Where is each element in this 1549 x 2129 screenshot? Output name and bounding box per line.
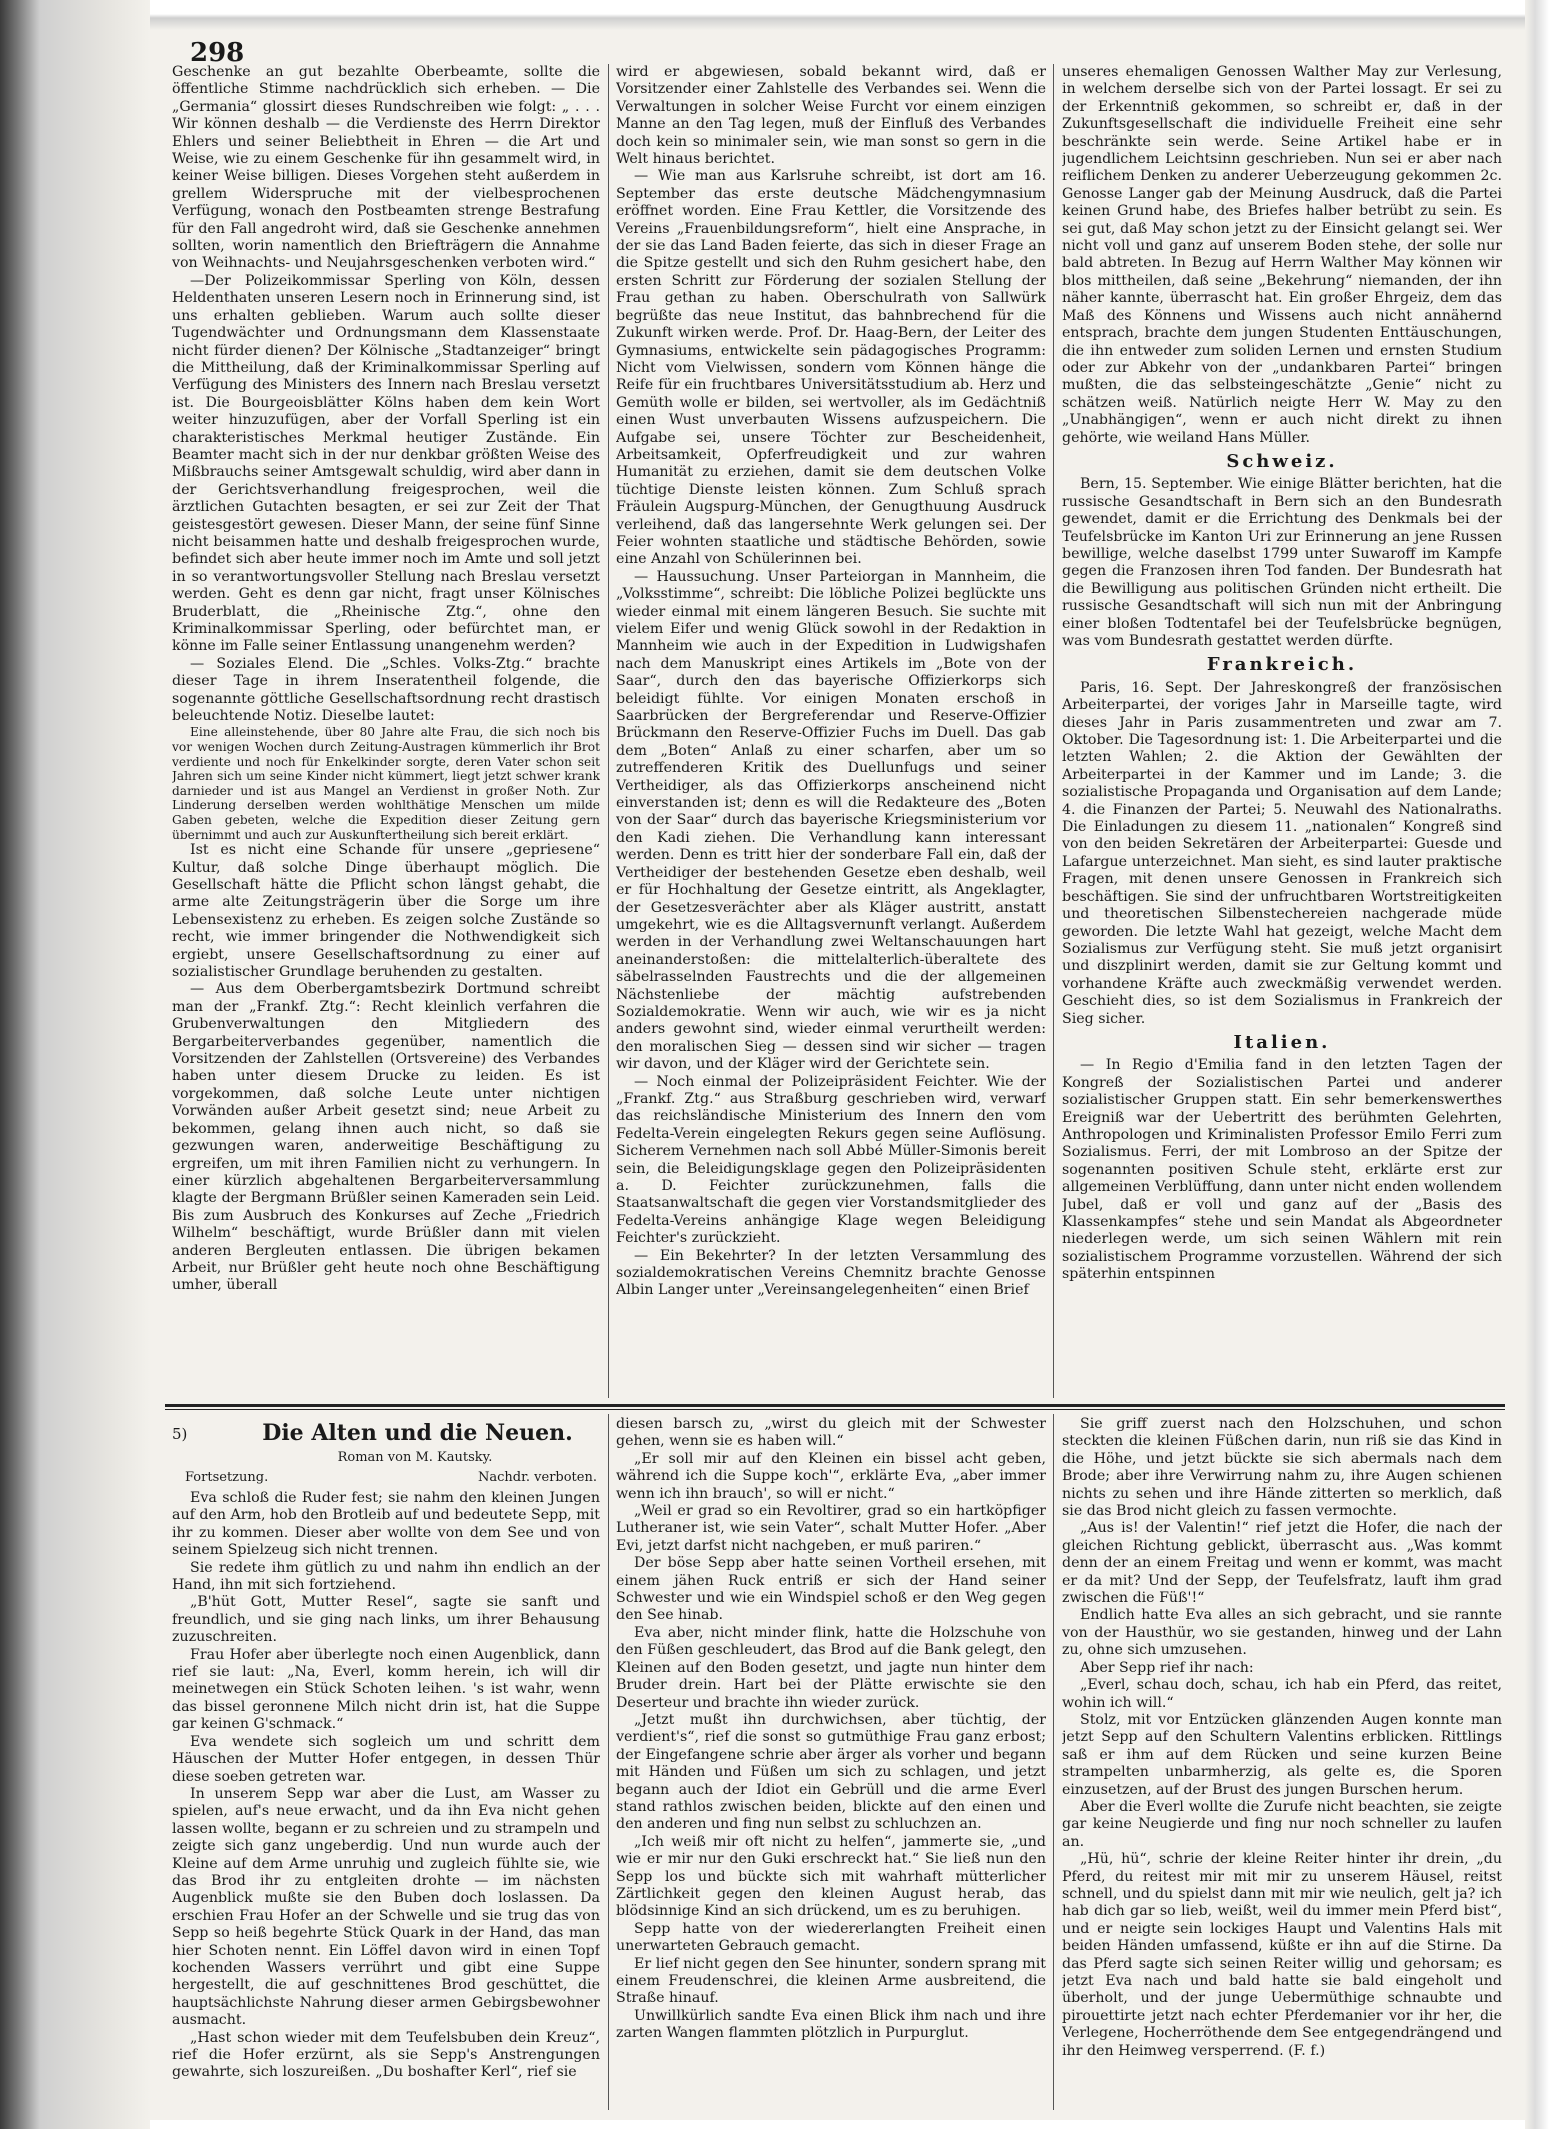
feuilleton-nachdruck: Nachdr. verboten. [478, 1470, 597, 1485]
feuilleton-title: Die Alten und die Neuen. [262, 1420, 573, 1446]
article-paragraph: wird er abgewiesen, sobald bekannt wird, daß er Vorsitzender einer Zahlstelle des Verbandes sei. Wenn die Verwaltungen in solcher Weise Furcht vor einem einzigen Manne an den Tag legen, muß der Einfluß des Verbandes doch kein so minimaler sein, wie man sonst so gern in die Welt hinaus berichtet. [616, 64, 1046, 168]
feuilleton-column-3 [1062, 1416, 1502, 2110]
article-paragraph: Er lief nicht gegen den See hinunter, sondern sprang mit einem Freudenschrei, die kleinen Arme ausbreitend, die Straße hinauf. [616, 1955, 1046, 2007]
article-paragraph: — Noch einmal der Polizeipräsident Feichter. Wie der „Frankf. Ztg.“ aus Straßburg geschrieben wird, verwarf das reichsländische Ministerium des Innern den vom Fedelta-Verein eingelegten Rekurs gegen seine Auflösung. Sicherem Vernehmen nach soll Abbé Müller-Simonis bereit sein, die Beleidigungsklage gegen den Polizeipräsidenten a. D. Feichter zurückzunehmen, falls die Staatsanwaltschaft die gegen vier Vorstandsmitglieder des Fedelta-Vereins anhängige Klage wegen Beleidigung Feichter's zurückzieht. [616, 1073, 1046, 1247]
feuilleton-subtitle: Roman von M. Kautsky. [337, 1450, 493, 1465]
article-paragraph: — Ein Bekehrter? In der letzten Versammlung des sozialdemokratischen Vereins Chemnitz brachte Genosse Albin Langer unter „Vereinsangelegenheiten“ einen Brief [616, 1247, 1046, 1299]
article-paragraph: Eva wendete sich sogleich um und schritt dem Häuschen der Mutter Hofer entgegen, in dessen Thür diese soeben getreten war. [172, 1733, 600, 1785]
section-heading: Schweiz. [1226, 450, 1338, 472]
article-paragraph: „Ich weiß mir oft nicht zu helfen“, jammerte sie, „und wie er mir nur den Guki erschreckt hat.“ Sie ließ nun den Sepp los und bückte sich mit wahrhaft mütterlicher Zärtlichkeit gegen den kleinen August herab, das blödsinnige Kind an sich drückend, um es zu beruhigen. [616, 1833, 1046, 1920]
article-paragraph: Endlich hatte Eva alles an sich gebracht, und sie rannte von der Hausthür, wo sie gestanden, hinweg und der Lahn zu, ohne sich umzusehen. [1062, 1607, 1502, 1659]
article-paragraph: Paris, 16. Sept. Der Jahreskongreß der französischen Arbeiterpartei, der voriges Jahr in Marseille tagte, wird dieses Jahr in Paris zusammentreten und zwar am 7. Oktober. Die Tagesordnung ist: 1. Die Arbeiterpartei und die letzten Wahlen; 2. die Aktion der Gewählten der Arbeiterpartei in der Kammer und im Lande; 3. die sozialistische Propaganda und Organisation auf dem Lande; 4. die Finanzen der Partei; 5. Neuwahl des Nationalraths. Die Einladungen zu diesem 11. „nationalen“ Kongreß sind von den beiden Sekretären der Arbeiterpartei: Guesde und Lafargue unterzeichnet. Man sieht, es sind lauter praktische Fragen, mit denen unsere Genossen in Frankreich sich beschäftigen. Sie sind der unfruchtbaren Wortstreitigkeiten und theoretischen Silbenstechereien nachgerade müde geworden. Die letzte Wahl hat gezeigt, welche Macht dem Sozialismus zur Verfügung steht. Sie muß jetzt organisirt und diszplinirt werden, damit sie zur Geltung kommt und vorhandene Kräfte auch zweckmäßig verwendet werden. Geschieht dies, so ist dem Sozialismus in Frankreich der Sieg sicher. [1062, 679, 1502, 1027]
section-heading: Frankreich. [1206, 654, 1358, 676]
article-paragraph: Aber die Everl wollte die Zurufe nicht beachten, sie zeigte gar keine Neugierde und fing nur noch schneller zu laufen an. [1062, 1798, 1502, 1850]
article-paragraph: „B'hüt Gott, Mutter Resel“, sagte sie sanft und freundlich, und sie ging nach links, um ihrer Behausung zuzuschreiten. [172, 1594, 600, 1646]
article-paragraph: Ist es nicht eine Schande für unsere „gepriesene“ Kultur, daß solche Dinge überhaupt möglich. Die Gesellschaft hätte die Pflicht schon längst gehabt, die arme alte Zeitungsträgerin über die Sorge um ihre Lebensexistenz zu erheben. Es zeigen solche Zustände so recht, wie immer bringender die Nothwendigkeit sich ergiebt, unsere Gesellschaftsordnung zu einer auf sozialistischer Grundlage beruhenden zu gestalten. [172, 842, 600, 981]
article-paragraph: Stolz, mit vor Entzücken glänzenden Augen konnte man jetzt Sepp auf den Schultern Valentins erblicken. Rittlings saß er ihm auf dem Rücken und seine kurzen Beine strampelten unbarmherzig, als gelte es, die Sporen einzusetzen, auf der Brust des jungen Burschen herum. [1062, 1711, 1502, 1798]
feuilleton-rule-1 [608, 1414, 609, 2110]
column-3 [1062, 64, 1502, 1400]
feuilleton-rule-2 [1053, 1414, 1054, 2110]
article-paragraph: — Wie man aus Karlsruhe schreibt, ist dort am 16. September das erste deutsche Mädchengymnasium eröffnet worden. Eine Frau Kettler, die Vorsitzende des Vereins „Frauenbildungsreform“, hielt eine Ansprache, in der sie das Land Baden feierte, das sich in dieser Frage an die Spitze gestellt und sich den Ruhm gesichert habe, den ersten Schritt zur Förderung der sozialen Stellung der Frau gethan zu haben. Oberschulrath von Sallwürk begrüßte das neue Institut, das bahnbrechend für die Zukunft wirken werde. Prof. Dr. Haag-Bern, der Leiter des Gymnasiums, entwickelte sein pädagogisches Programm: Nicht vom Vielwissen, sondern vom Können hänge die Reife für ein fruchtbares Universitätsstudium ab. Herz und Gemüth wolle er bilden, sei wertvoller, als im Gedächtniß einen Wust unverbauten Wissens aufzuspeichern. Die Aufgabe sei, unsere Töchter zur Bescheidenheit, Arbeitsamkeit, Opferfreudigkeit und zur wahren Humanität zu erziehen, damit sie dem deutschen Volke tüchtige Dienste leisten können. Zum Schluß sprach Fräulein Augspurg-München, der Genugthuung Ausdruck verleihend, daß das langersehnte Werk gelungen sei. Der Feier wohnten staatliche und städtische Behörden, sowie eine Anzahl von Schülerinnen bei. [616, 168, 1046, 568]
feuilleton-divider [165, 1404, 1505, 1407]
article-paragraph: — Aus dem Oberbergamtsbezirk Dortmund schreibt man der „Frankf. Ztg.“: Recht kleinlich verfahren die Grubenverwaltungen den Mitgliedern des Bergarbeiterverbandes gegenüber, namentlich die Vorsitzenden der Zahlstellen (Ortsvereine) des Verbandes haben unter diesem Drucke zu leiden. Es ist vorgekommen, daß solche Leute unter nichtigen Vorwänden außer Arbeit gesetzt sind; neue Arbeit zu bekommen, gelang ihnen auch nicht, so daß sie gezwungen waren, anderweitige Beschäftigung zu ergreifen, um mit ihren Familien nicht zu verhungern. In einer kürzlich abgehaltenen Bergarbeiterversammlung klagte der Bergmann Brüßler seinen Kameraden sein Leid. Bis zum Ausbruch des Konkurses auf Zeche „Friedrich Wilhelm“ beschäftigt, wurde Brüßler dann mit vielen anderen Bergleuten entlassen. Die übrigen bekamen Arbeit, nur Brüßler geht heute noch ohne Beschäftigung umher, überall [172, 981, 600, 1294]
feuilleton-number: 5) [172, 1425, 188, 1443]
article-paragraph: Der böse Sepp aber hatte seinen Vortheil ersehen, mit einem jähen Ruck entriß er sich der Hand seiner Schwester und wie ein Windspiel schoß er den Weg gegen den See hinab. [616, 1555, 1046, 1624]
article-paragraph: Geschenke an gut bezahlte Oberbeamte, sollte die öffentliche Stimme nachdrücklich sich erheben. — Die „Germania“ glossirt dieses Rundschreiben wie folgt: „ . . . Wir können deshalb — die Verdienste des Herrn Direktor Ehlers und seiner Beliebtheit in Ehren — die Art und Weise, wie zu einem Geschenke für ihn gesammelt wird, in keiner Weise billigen. Dieses Vorgehen steht außerdem in grellem Widerspruche mit der vielbesprochenen Verfügung, wonach den Postbeamten strenge Bestrafung für den Fall angedroht wird, daß sie Geschenke annehmen sollten, worin namentlich den Briefträgern die Annahme von Weihnachts- und Neujahrsgeschenken verboten wird.“ [172, 64, 600, 272]
article-paragraph: — In Regio d'Emilia fand in den letzten Tagen der Kongreß der Sozialistischen Partei und anderer sozialistischer Gruppen statt. Ein sehr bemerkenswerthes Ereigniß war der Uebertritt des berühmten Gelehrten, Anthropologen und Kriminalisten Professor Emilo Ferri zum Sozialismus. Ferri, der mit Lombroso an der Spitze der sogenannten positiven Schule steht, erklärte erst zur allgemeinen Verblüffung, dann unter nicht enden wollendem Jubel, daß er voll und ganz auf der „Basis des Klassenkampfes“ stehe und sein Mandat als Abgeordneter niederlegen werde, um sich seinen Wählern mit rein sozialistischem Programme vorzustellen. Während der sich späterhin entspinnen [1062, 1057, 1502, 1283]
article-paragraph: unseres ehemaligen Genossen Walther May zur Verlesung, in welchem derselbe sich von der Partei lossagt. Er sei zu der Erkenntniß gekommen, so schreibt er, daß in der Zukunftsgesellschaft die individuelle Freiheit eine sehr beschränkte sein werde. Seine Artikel habe er in jugendlichem Leichtsinn geschrieben. Nun sei er aber nach reiflichem Denken zu anderer Ueberzeugung gekommen 2c. Genosse Langer gab der Meinung Ausdruck, daß die Partei keinen Grund habe, des Briefes halber betrübt zu sein. Es sei gut, daß May schon jetzt zu der Einsicht gelangt sei. Wer nicht voll und ganz auf unserem Boden stehe, der solle nur bald abtreten. In Bezug auf Herrn Walther May können wir blos mittheilen, daß seine „Bekehrung“ niemanden, der ihn näher kannte, überrascht hat. Ein großer Ehrgeiz, dem das Maß des Könnens und Wissens auch nicht annähernd entsprach, brachte dem jungen Studenten Enttäuschungen, die ihn entweder zum soliden Lernen und ernsten Studium oder zur Abkehr von der „undankbaren Partei“ bringen mußten, die das selbsteingeschätzte „Genie“ nicht zu schätzen weiß. Natürlich neigte Herr W. May zu den „Unabhängigen“, wenn er auch nicht direkt zu ihnen gehörte, wie weiland Hans Müller. [1062, 64, 1502, 446]
column-1 [172, 64, 600, 1400]
column-rule-1 [608, 64, 609, 1398]
feuilleton-column-2 [616, 1416, 1046, 2110]
article-paragraph: Bern, 15. September. Wie einige Blätter berichten, hat die russische Gesandtschaft in Bern sich an den Bundesrath gewendet, damit er die Errichtung des Denkmals bei der Teufelsbrücke im Kanton Uri zur Erinnerung an jene Russen bewillige, welche daselbst 1799 unter Suwaroff im Kampfe gegen die Franzosen ihren Tod fanden. Der Bundesrath hat die Bewilligung aus politischen Gründen nicht ertheilt. Die russische Gesandtschaft will sich nun mit der Anbringung einer bloßen Todtentafel bei der Teufelsbrücke begnügen, was vom Bundesrath gestattet werden dürfte. [1062, 476, 1502, 649]
book-binding [0, 0, 150, 2129]
article-paragraph: „Hü, hü“, schrie der kleine Reiter hinter ihr drein, „du Pferd, du reitest mir mit mir zu unserem Häusel, reitst schnell, und du spielst dann mit mir wie neulich, gelt ja? ich hab dich gar so lieb, weißt, weil du immer mein Pferd bist“, und er neigte sein lockiges Haupt und Valentins Hals mit beiden Händen umfassend, küßte er ihn auf die Stirne. Da das Pferd sagte sich seinen Reiter willig und gehorsam; es jetzt Eva nach und bald hatte sie bald eingeholt und überholt, und der junge Uebermüthige schnaubte und pirouettirte jetzt nach echter Pferdemanier vor ihr her, die Verlegene, Hocherröthende dem See entgegendrängend und ihr den Heimweg versperrend. (F. f.) [1062, 1851, 1502, 2059]
article-paragraph: — Soziales Elend. Die „Schles. Volks-Ztg.“ brachte dieser Tage in ihrem Inseratentheil folgende, die sogenannte göttliche Gesellschaftsordnung recht drastisch beleuchtende Notiz. Dieselbe lautet: [172, 655, 600, 725]
article-paragraph: „Jetzt mußt ihn durchwichsen, aber tüchtig, der verdient's“, rief die sonst so gutmüthige Frau ganz erbost; der Eingefangene schrie aber ärger als vorher und begann mit Händen und Füßen um sich zu schlagen, und jetzt begann auch der Idiot ein Gebrüll und die arme Everl stand rathlos zwischen beiden, blickte auf den einen und den anderen und fing nun selbst zu schluchzen an. [616, 1711, 1046, 1833]
article-paragraph: „Weil er grad so ein Revoltirer, grad so ein hartköpfiger Lutheraner ist, wie sein Vater“, schalt Mutter Hofer. „Aber Evi, jetzt darfst nicht nachgeben, er muß pariren.“ [616, 1503, 1046, 1554]
article-paragraph: „Hast schon wieder mit dem Teufelsbuben dein Kreuz“, rief die Hofer erzürnt, als sie Sepp's Anstrengungen gewahrte, sich loszureißen. „Du boshafter Kerl“, rief sie [172, 2029, 600, 2081]
article-paragraph: —Der Polizeikommissar Sperling von Köln, dessen Heldenthaten unseren Lesern noch in Erinnerung sind, ist uns erhalten geblieben. Warum auch sollte dieser Tugendwächter und Ordnungsmann dem Klassenstaate nicht fürder dienen? Der Kölnische „Stadtanzeiger“ bringt die Mittheilung, daß der Kriminalkommissar Sperling auf Verfügung des Ministers des Innern nach Breslau versetzt ist. Die Bourgeoisblätter Kölns haben dem kein Wort weiter hinzuzufügen, aber der Vorfall Sperling ist ein charakteristisches Merkmal heutiger Zustände. Ein Beamter macht sich in der nur denkbar größten Weise des Mißbrauchs seiner Amtsgewalt schuldig, wird aber dann in der Gerichtsverhandlung freigesprochen, weil die ärztlichen Gutachten besagten, er sei zur Zeit der That geistesgestört gewesen. Dieser Mann, der seine fünf Sinne nicht beisammen hatte und deshalb freigesprochen wurde, befindet sich aber heute immer noch im Amte und soll jetzt in so verantwortungsvoller Stellung nach Breslau versetzt werden. Geht es denn gar nicht, fragt unser Kölnisches Bruderblatt, die „Rheinische Ztg.“, ohne den Kriminalkommissar Sperling, oder befürchtet man, er könne im Falle seiner Entlassung unangenehm werden? [172, 272, 600, 655]
feuilleton-divider-thin [165, 1409, 1505, 1410]
article-paragraph: Sepp hatte von der wiedererlangten Freiheit einen unerwarteten Gebrauch gemacht. [616, 1920, 1046, 1955]
page-top-edge [150, 0, 1549, 50]
column-rule-2 [1053, 64, 1054, 1398]
article-paragraph: Sie griff zuerst nach den Holzschuhen, und schon steckten die kleinen Füßchen darin, nun riß sie das Kind in die Höhe, und jetzt bückte sie sich abermals nach dem Brode; aber ihre Verwirrung nahm zu, ihre Augen schienen nichts zu sehen und ihre Hände zitterten so merklich, daß sie das Brod nicht gleich zu fassen vermochte. [1062, 1416, 1502, 1520]
article-paragraph: — Haussuchung. Unser Parteiorgan in Mannheim, die „Volksstimme“, schreibt: Die löbliche Polizei beglückte uns wieder einmal mit einem längeren Besuch. Sie suchte mit vielem Eifer und wenig Glück sowohl in der Redaktion in Mannheim wie auch in der Expedition in Ludwigshafen nach dem Manuskript eines Artikels im „Bote von der Saar“, durch den das bayerische Offizierkorps sich beleidigt fühlte. Vor einigen Monaten erschoß in Saarbrücken der Bergreferendar und Reserve-Offizier Brückmann den Reserve-Offizier Fuchs im Duell. Das gab dem „Boten“ Anlaß zu einer scharfen, aber um so zutreffenderen Kritik des Duellunfugs und seiner Vertheidiger, als das Offizierkorps anscheinend nicht einverstanden ist; denn es will die Redakteure des „Boten von der Saar“ durch das bayerische Kriegsministerium vor den Kadi ziehen. Die Verhandlung kann interessant werden. Denn es tritt hier der sonderbare Fall ein, daß der Vertheidiger der bestehenden Gesetze eben deshalb, weil er für Hochhaltung der Gesetze eintritt, als Angeklagter, der Gesetzesverächter aber als Kläger austritt, anstatt umgekehrt, wie es die Alltagsvernunft verlangt. Außerdem werden in der Verhandlung zwei Weltanschauungen hart aneinanderstoßen: die mittelalterlich-überaltete des säbelrasselnden Faustrechts und die der allgemeinen Nächstenliebe der mächtig aufstrebenden Sozialdemokratie. Wenn wir auch, wie wir es ja nicht anders gewohnt sind, wieder einmal verurtheilt werden: den moralischen Sieg — dessen sind wir sicher — tragen wir davon, und der Kläger wird der Gerichtete sein. [616, 568, 1046, 1073]
column-2 [616, 64, 1046, 1400]
article-paragraph: „Er soll mir auf den Kleinen ein bissel acht geben, während ich die Suppe koch'“, erklärte Eva, „aber immer wenn ich ihn brauch', so will er nicht.“ [616, 1450, 1046, 1502]
article-paragraph: „Everl, schau doch, schau, ich hab ein Pferd, das reitet, wohin ich will.“ [1062, 1677, 1502, 1711]
feuilleton-column-1 [172, 1490, 600, 2110]
article-paragraph: Aber Sepp rief ihr nach: [1080, 1659, 1254, 1676]
page-number: 298 [190, 38, 245, 68]
article-paragraph: In unserem Sepp war aber die Lust, am Wasser zu spielen, auf's neue erwacht, und da ihn Eva nicht gehen lassen wollte, begann er zu schreien und zu strampeln und zeigte sich ganz ungeberdig. Und nun wurde auch der Kleine auf dem Arme unruhig und zugleich fühlte sie, wie das Brod ihr zu entgleiten drohte — im nächsten Augenblick mußte sie den Buben doch loslassen. Da erschien Frau Hofer an der Schwelle und sie trug das von Sepp so heiß begehrte Stück Quark in der Hand, das man hier Schoten nennt. Ein Löffel davon wird in einen Topf kochenden Wassers verrührt und gibt eine Suppe hergestellt, die auf geschnittenes Brod geschüttet, die hauptsächlichste Nahrung dieser armen Gebirgsbewohner ausmacht. [172, 1785, 600, 2029]
article-paragraph: Eva schloß die Ruder fest; sie nahm den kleinen Jungen auf den Arm, hob den Brotleib auf und bedeutete Sepp, mit ihr zu kommen. Dieser aber wollte von dem See und von seinem Spielzeug sich nicht trennen. [172, 1490, 600, 1559]
article-paragraph: Unwillkürlich sandte Eva einen Blick ihm nach und ihre zarten Wangen flammten plötzlich in Purpurglut. [616, 2007, 1046, 2042]
article-paragraph: „Aus is! der Valentin!“ rief jetzt die Hofer, die nach der gleichen Richtung geblickt, überrascht aus. „Was kommt denn der an einem Freitag und wenn er kommt, was macht er da mit? Und der Sepp, der Teufelsfratz, lauft ihm grad zwischen die Füß'!“ [1062, 1520, 1502, 1607]
article-paragraph: Eine alleinstehende, über 80 Jahre alte Frau, die sich noch bis vor wenigen Wochen durch Zeitung-Austragen kümmerlich ihr Brot verdiente und noch für Enkelkinder sorgte, deren Vater schon seit Jahren sich um seine Kinder nicht kümmert, liegt jetzt schwer krank darnieder und ist aus Mangel an Verdienst in großer Noth. Zur Linderung derselben werden wohlthätige Menschen um milde Gaben gebeten, welche die Expedition dieser Zeitung gern übernimmt und auch zur Auskunftertheilung sich bereit erklärt. [172, 725, 600, 842]
article-paragraph: diesen barsch zu, „wirst du gleich mit der Schwester gehen, wenn sie es haben will.“ [616, 1416, 1046, 1450]
section-heading: Italien. [1233, 1031, 1331, 1053]
page-right-edge [1525, 0, 1549, 2129]
feuilleton-fortsetzung: Fortsetzung. [185, 1470, 269, 1485]
article-paragraph: Frau Hofer aber überlegte noch einen Augenblick, dann rief sie laut: „Na, Everl, komm herein, ich will dir meinetwegen ein Stück Schoten leihen. 's ist wahr, wenn das bissel geronnene Milch nicht drin ist, hat die Suppe gar keinen G'schmack.“ [172, 1646, 600, 1733]
article-paragraph: Eva aber, nicht minder flink, hatte die Holzschuhe von den Füßen geschleudert, das Brod auf die Bank gelegt, den Kleinen auf den Boden gesetzt, und jagte nun hinter dem Bruder drein. Hart bei der Plätte erwischte sie den Deserteur und brachte ihn wieder zurück. [616, 1624, 1046, 1711]
article-paragraph: Sie redete ihm gütlich zu und nahm ihn endlich an der Hand, ihn mit sich fortziehend. [172, 1559, 600, 1594]
